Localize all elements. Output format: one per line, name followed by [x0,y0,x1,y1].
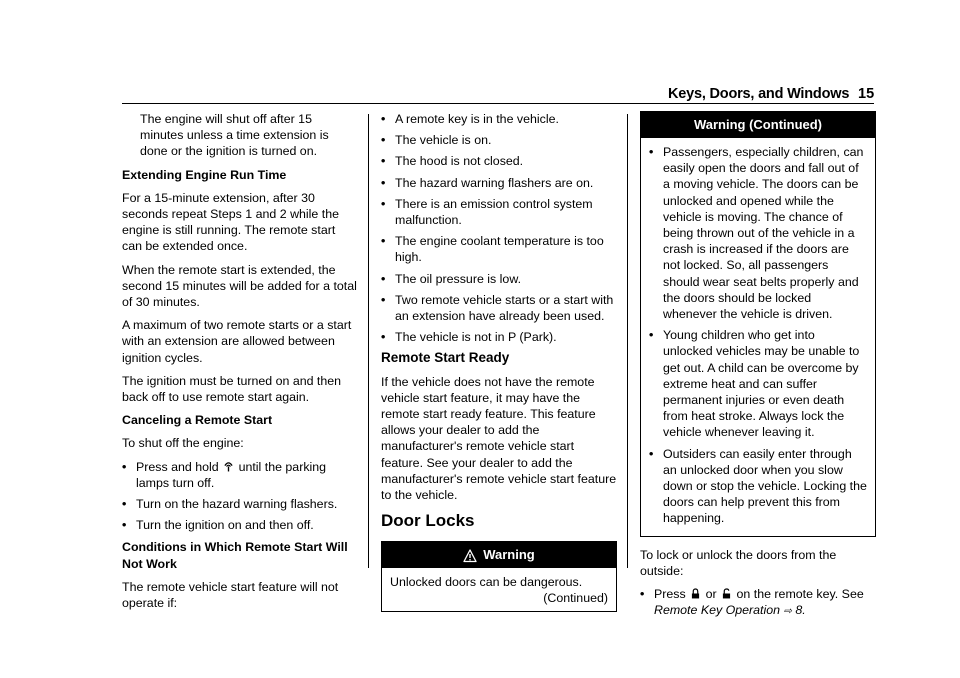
warning-continued: (Continued) [543,591,608,606]
ignition-text: The ignition must be turned on and then back off to use remote start again. [122,373,342,405]
list-item: • The engine coolant temperature is too high. [381,234,604,265]
list-item: • There is an emission control system malfunction. [381,196,593,228]
column-2 [381,111,617,612]
conditions-text: The remote vehicle start feature will not operate if: [122,579,339,611]
warning-continued-box [640,111,876,537]
extended-text: When the remote start is extended, the second 15 minutes will be added for a total of 30 minutes. [122,262,357,310]
cross-reference-link[interactable]: Remote Key Operation ⇨ 8. [654,603,806,618]
warning-header [382,542,616,568]
lock-unlock-text: To lock or unlock the doors from the outside: [640,547,837,578]
warning-text: Unlocked doors can be dangerous. [390,575,583,590]
warning-list [649,144,867,527]
conditions-list [381,111,617,345]
door-locks-heading: Door Locks [381,511,475,531]
warning-body [641,138,875,536]
extension-text: For a 15-minute extension, after 30 seconds repeat Steps 1 and 2 while the engine is still running. The remote start can be extended once. [122,190,339,254]
unlock-icon [722,588,731,599]
extending-heading: Extending Engine Run Time [122,167,287,182]
list-item: • Press and hold until the parking lamps turn off. [122,459,327,490]
list-item: • The hood is not closed. [381,154,524,169]
column-1 [122,111,358,618]
header-rule [122,103,874,104]
shutoff-text: To shut off the engine: [122,436,244,451]
remote-start-icon [224,461,233,472]
list-item: • The vehicle is not in P (Park). [381,330,557,345]
page-ref-arrow-icon: ⇨ [783,606,792,618]
engine-shutoff-text: The engine will shut off after 15 minutes unless a time extension is done or the ignition is turned on. [140,112,329,159]
lock-icon [691,588,700,599]
list-item: • The hazard warning flashers are on. [381,175,594,190]
warning-icon [463,549,477,563]
conditions-heading: Conditions in Which Remote Start Will Not Work [122,540,348,571]
column-divider-1 [368,114,369,568]
remote-start-ready-text: If the vehicle does not have the remote vehicle start feature, it may have the remote start ready feature. This feature allows your dealer to add the manufacturer's remote vehicle start feature. See your dealer to add the manufacturer's remote vehicle start feature to the vehicle. [381,374,617,503]
page-header [0,86,960,108]
page-number: 15 [858,86,875,102]
max-starts-text: A maximum of two remote starts or a start with an extension are allowed between ignition cycles. [122,318,352,365]
column-divider-2 [627,114,628,568]
list-item: • Turn on the hazard warning flashers. [122,497,338,512]
list-item: • The oil pressure is low. [381,271,522,286]
section-title: Keys, Doors, and Windows [668,86,850,102]
list-item: • Outsiders can easily enter through an unlocked door when you slow down or stop the vehicle. Locking the doors can help prevent this from happening. [649,446,867,526]
list-item: • Press or on the remote key. See Remote Key Operation ⇨ 8. [640,587,864,618]
warning-body [382,568,616,610]
warning-box [381,541,617,611]
list-item: • Two remote vehicle starts or a start with an extension have already been used. [381,292,614,324]
list-item: • The vehicle is on. [381,133,492,148]
remote-start-ready-heading: Remote Start Ready [381,350,510,366]
list-item: • Turn the ignition on and then off. [122,518,314,533]
column-3 [640,111,876,625]
list-item: • Young children who get into unlocked vehicles may be unable to get out. A child can be overcome by extreme heat and can suffer permanent injuries or even death from heat stroke. Always lock the vehicle whenever leaving it. [649,328,860,440]
cancel-steps-list [122,459,358,534]
list-item: • A remote key is in the vehicle. [381,112,559,126]
canceling-heading: Canceling a Remote Start [122,413,273,428]
list-item: • Passengers, especially children, can easily open the doors and fall out of a moving vehicle. The doors can be unlocked and opened while the vehicle is moving. The chance of being thrown out of the vehicle in a crash is increased if the doors are not locked. So, all passengers should wear seat belts properly and the doors should be locked whenever the vehicle is driven. [649,145,864,322]
lock-steps-list [640,586,876,620]
warning-title: Warning [483,547,535,563]
warning-header: Warning (Continued) [641,112,875,138]
